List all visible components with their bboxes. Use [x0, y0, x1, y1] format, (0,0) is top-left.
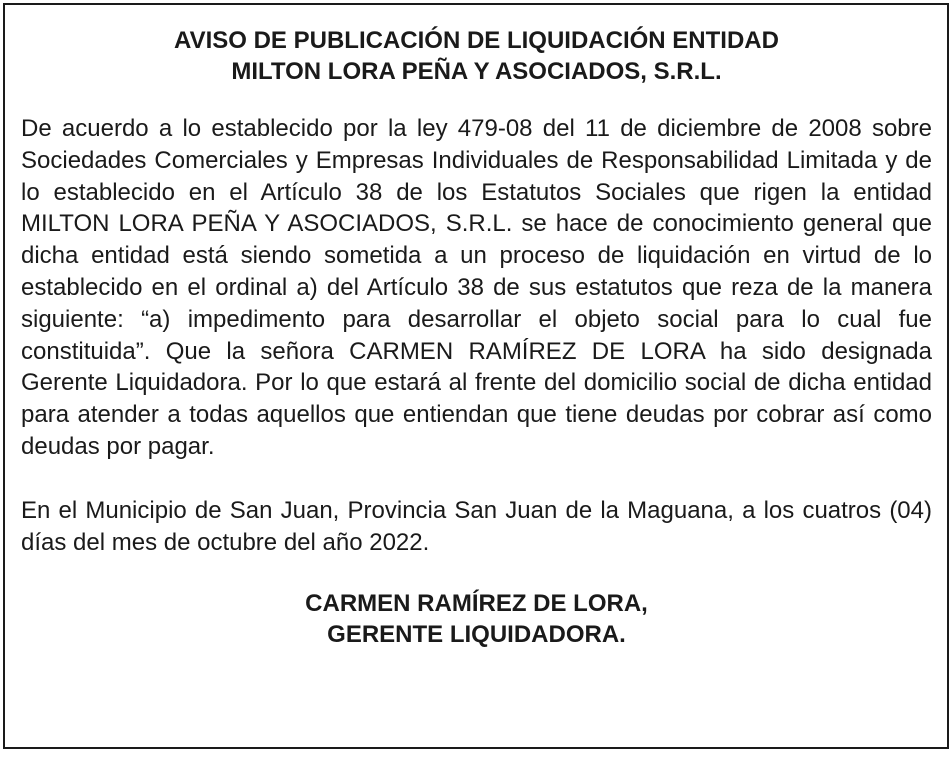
legal-notice — [3, 3, 949, 749]
notice-closing-paragraph: En el Municipio de San Juan, Provincia San Juan de la Maguana, a los cuatros (04) días del mes de octubre del año 2022. — [21, 496, 932, 556]
signature-block — [21, 588, 932, 650]
notice-body-paragraph: De acuerdo a lo establecido por la ley 479-08 del 11 de diciembre de 2008 sobre Sociedades Comerciales y Empresas Individuales de Responsabilidad Limitada y de lo establecido en el Artículo 38 de los Estatutos Sociales que rigen la entidad MILTON LORA PEÑA Y ASOCIADOS, S.R.L. se hace de conocimiento general que dicha entidad está siendo sometida a un proceso de liquidación en virtud de lo establecido en el ordinal a) del Artículo 38 de sus estatutos que reza de la manera siguiente: “a) impedimento para desarrollar el objeto social para lo cual fue constituida”. Que la señora CARMEN RAMÍREZ DE LORA ha sido designada Gerente Liquidadora. Por lo que estará al frente del domicilio social de dicha entidad para atender a todas aquellos que entiendan que tiene deudas por cobrar así como deudas por pagar. — [21, 115, 932, 460]
notice-title — [21, 25, 932, 87]
signature-role: GERENTE LIQUIDADORA. — [327, 621, 626, 649]
notice-title-line-2: MILTON LORA PEÑA Y ASOCIADOS, S.R.L. — [231, 58, 722, 85]
signature-name: CARMEN RAMÍREZ DE LORA, — [305, 590, 648, 618]
notice-title-line-1: AVISO DE PUBLICACIÓN DE LIQUIDACIÓN ENTIDAD — [174, 27, 779, 54]
